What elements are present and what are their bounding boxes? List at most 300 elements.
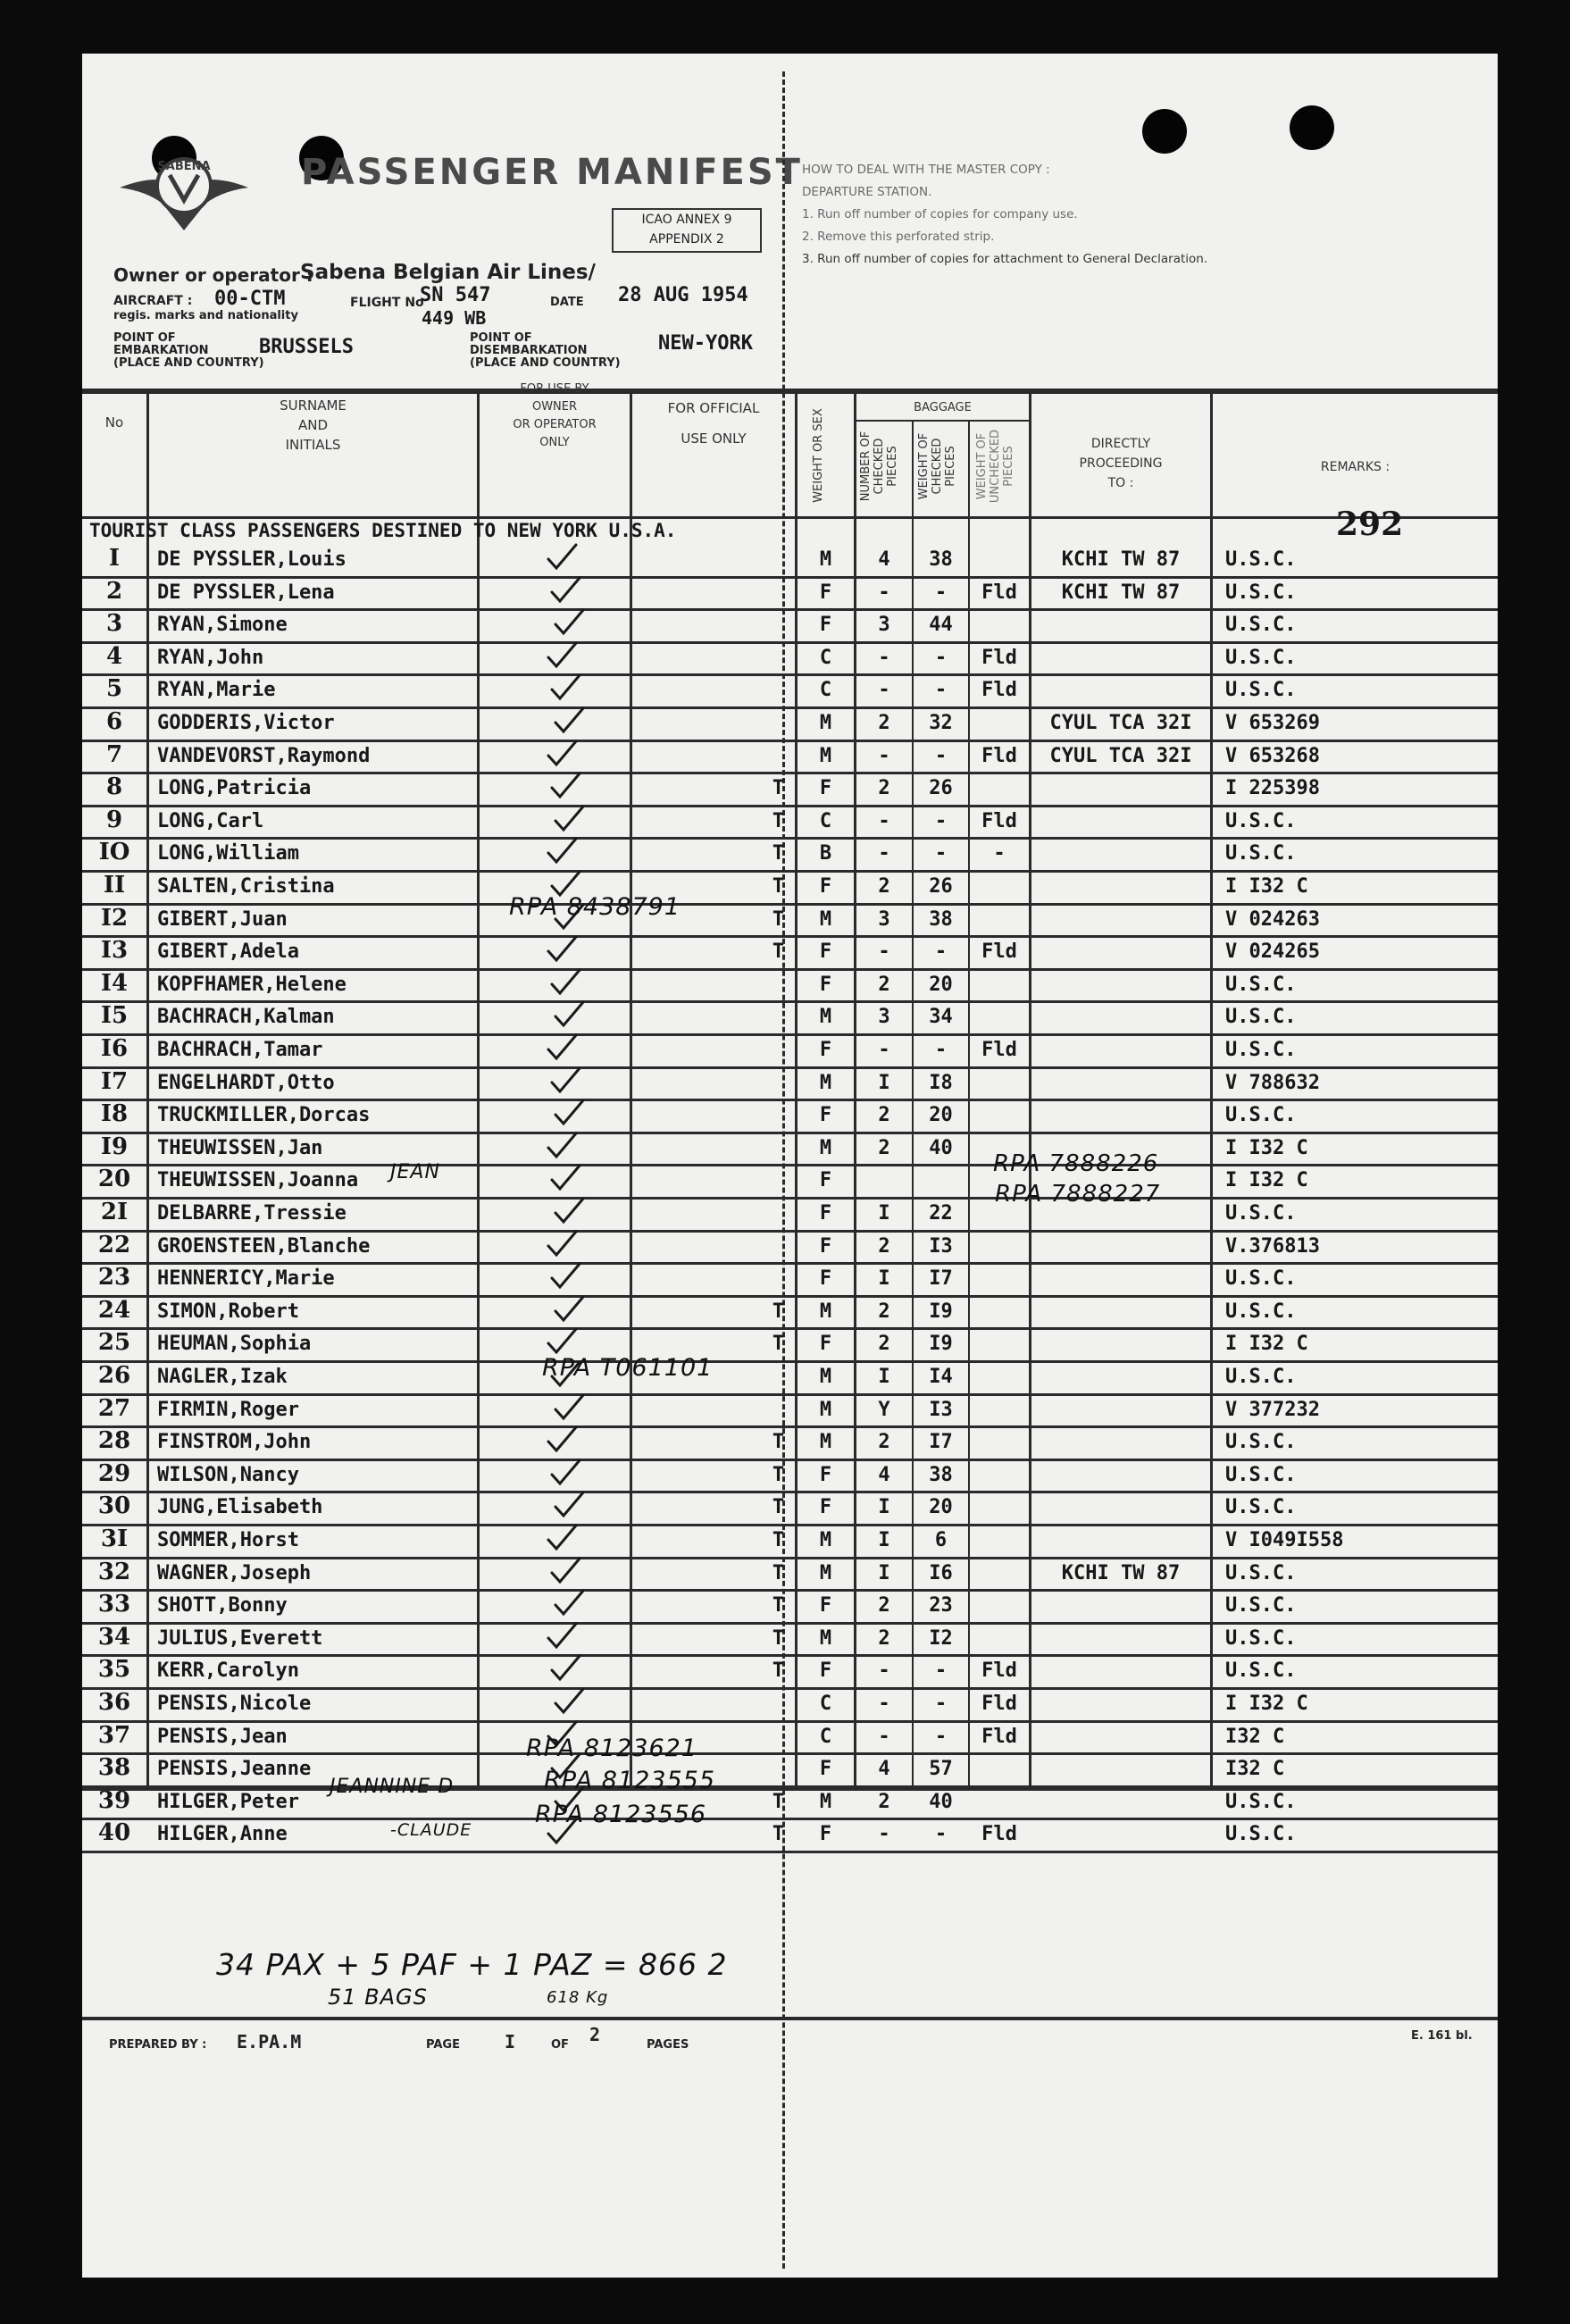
weight-or-sex: M (819, 744, 832, 767)
weight-or-sex: M (819, 1366, 832, 1388)
official-mark: T (772, 1463, 785, 1486)
row-number: 23 (97, 1264, 131, 1292)
instructions (802, 159, 1481, 271)
checked-weight: 40 (929, 1136, 953, 1159)
checked-pieces: Y (878, 1398, 890, 1421)
pages-label: PAGES (647, 2038, 689, 2052)
unchecked-weight: Fld (981, 1725, 1017, 1748)
remarks-value: U.S.C. (1225, 1039, 1297, 1061)
checked-pieces: I (878, 1366, 890, 1388)
checked-pieces: I (878, 1267, 890, 1291)
check-mark (554, 1400, 584, 1420)
passenger-name: TRUCKMILLER,Dorcas (157, 1104, 371, 1127)
checked-pieces: 2 (878, 1136, 890, 1159)
weight-or-sex: F (819, 581, 832, 604)
row-rule (82, 1557, 1498, 1559)
check-mark (547, 844, 577, 864)
weight-or-sex: F (819, 1758, 832, 1781)
checked-pieces: 2 (878, 1333, 890, 1356)
row-number: 2I (100, 1199, 129, 1225)
checked-pieces: 2 (878, 1431, 890, 1454)
row-rule (82, 1393, 1498, 1396)
checked-weight: - (934, 1659, 948, 1683)
row-number: 38 (97, 1754, 131, 1782)
passenger-name: DE PYSSLER,Louis (157, 548, 347, 571)
handwritten-total: 34 PAX + 5 PAF + 1 PAZ = 866 2 (216, 1947, 728, 1982)
row-rule (82, 1197, 1498, 1200)
col-divider (968, 420, 970, 1788)
checked-pieces: 4 (878, 1463, 890, 1486)
section-title: TOURIST CLASS PASSENGERS DESTINED TO NEW YORK U.S.A. (89, 520, 677, 541)
checked-pieces: 3 (878, 1006, 890, 1029)
checked-weight: I8 (929, 1071, 953, 1094)
official-mark: T (772, 1300, 785, 1323)
row-number: 37 (97, 1721, 131, 1749)
weight-or-sex: F (819, 1104, 832, 1127)
checked-weight: 40 (929, 1790, 953, 1813)
col-header-line: NUMBER OF (859, 431, 873, 502)
footer-rule (82, 2017, 1498, 2020)
row-number: I9 (100, 1133, 129, 1160)
passenger-name: NAGLER,Izak (157, 1366, 288, 1388)
embark-label: EMBARKATION (113, 344, 209, 357)
remarks-value: U.S.C. (1225, 1300, 1297, 1323)
passenger-name: SIMON,Robert (157, 1300, 299, 1323)
col-header-line: FOR USE BY (520, 382, 589, 396)
passenger-name: DELBARRE,Tressie (157, 1202, 347, 1225)
row-number: 25 (97, 1329, 131, 1357)
prepared-value: E.PA.M (237, 2031, 302, 2052)
row-number: 29 (97, 1459, 131, 1487)
owner-value: Sabena Belgian Air Lines/ (300, 261, 596, 284)
checked-weight: 26 (929, 875, 953, 898)
owner-label: Owner or operator : (113, 264, 313, 286)
checked-weight: 34 (929, 1006, 953, 1029)
row-rule (82, 1099, 1498, 1101)
checked-weight: I3 (929, 1234, 953, 1258)
checked-pieces: - (878, 842, 890, 865)
remarks-value: U.S.C. (1225, 973, 1297, 996)
proceeding-to: KCHI TW 87 (1061, 1561, 1181, 1584)
passenger-name: BACHRACH,Kalman (157, 1006, 335, 1029)
weight-or-sex: F (819, 777, 832, 800)
handwritten-ref: RPA 8123555 (544, 1767, 715, 1794)
col-header-line: TO : (1107, 476, 1134, 490)
checked-weight: 32 (929, 712, 953, 734)
col-header-line: UNCHECKED (989, 429, 1002, 504)
row-number: 22 (97, 1231, 131, 1258)
passenger-name: PENSIS,Jean (157, 1725, 288, 1748)
check-mark (550, 779, 580, 798)
date-label: DATE (550, 296, 584, 309)
unchecked-weight: Fld (981, 940, 1017, 964)
remarks-value: U.S.C. (1225, 548, 1297, 571)
checked-pieces: 2 (878, 973, 890, 996)
punch-hole (1290, 105, 1334, 150)
row-number: 6 (105, 708, 123, 735)
row-rule (82, 1818, 1498, 1820)
row-number: 40 (97, 1819, 131, 1847)
weight-or-sex: F (819, 1202, 832, 1225)
weight-or-sex: M (819, 1790, 832, 1813)
remarks-value: U.S.C. (1225, 1790, 1297, 1813)
row-rule (82, 1459, 1498, 1461)
row-rule (82, 837, 1498, 840)
checked-weight: 20 (929, 973, 953, 996)
checked-weight: - (934, 809, 948, 832)
remarks-value: V.376813 (1225, 1234, 1320, 1258)
check-mark (550, 1564, 580, 1584)
row-number: I7 (100, 1067, 129, 1095)
row-number: 32 (97, 1558, 131, 1585)
flight-label: FLIGHT No (350, 296, 424, 310)
remarks-value: V 788632 (1225, 1071, 1320, 1094)
remarks-value: U.S.C. (1225, 809, 1297, 832)
checked-weight: - (934, 1725, 948, 1748)
proceeding-to: KCHI TW 87 (1061, 548, 1181, 571)
remarks-value: V 653269 (1225, 712, 1320, 734)
passenger-name: RYAN,John (157, 646, 264, 669)
passenger-name: THEUWISSEN,Joanna (157, 1169, 359, 1192)
header-bottom-rule (82, 516, 1498, 519)
passenger-name: BACHRACH,Tamar (157, 1039, 323, 1061)
date-value: 28 AUG 1954 (618, 284, 748, 306)
col-header-line: CHECKED (931, 438, 944, 495)
weight-or-sex: M (819, 1136, 832, 1159)
remarks-value: I32 C (1225, 1725, 1285, 1748)
checked-pieces: 2 (878, 1626, 890, 1650)
weight-or-sex: F (819, 875, 832, 898)
row-rule (82, 1425, 1498, 1428)
row-number: I3 (100, 937, 129, 965)
check-mark (554, 1106, 584, 1125)
remarks-value: U.S.C. (1225, 679, 1297, 702)
checked-weight: - (934, 1039, 948, 1061)
checked-pieces: 2 (878, 777, 890, 800)
row-rule (82, 1491, 1498, 1493)
checked-pieces: I (878, 1561, 890, 1584)
col-baggage: BAGGAGE (914, 401, 972, 414)
row-number: I (108, 545, 121, 572)
instruction-step: 2. Remove this perforated strip. (802, 230, 995, 244)
col-header-line: WEIGHT OF (975, 432, 989, 500)
unchecked-weight: Fld (981, 679, 1017, 702)
disembark-label: DISEMBARKATION (470, 344, 588, 357)
checked-pieces: - (878, 581, 890, 604)
col-directly (1031, 434, 1210, 493)
checked-weight: - (934, 646, 948, 669)
handwritten-name: JEANNINE D (330, 1776, 455, 1798)
col-header-line: OWNER (531, 400, 578, 414)
checked-weight: 26 (929, 777, 953, 800)
passenger-name: JULIUS,Everett (157, 1626, 323, 1650)
col-header-line: PIECES (1002, 446, 1015, 487)
row-number: I2 (100, 904, 129, 932)
checked-weight: I4 (929, 1366, 953, 1388)
weight-or-sex: F (819, 1333, 832, 1356)
checked-pieces: 2 (878, 1234, 890, 1258)
instruction-step: 3. Run off number of copies for attachment to General Declaration. (802, 252, 1208, 266)
checked-weight: 44 (929, 614, 953, 637)
remarks-value: U.S.C. (1225, 1496, 1297, 1519)
col-header-line: CHECKED (873, 438, 886, 495)
check-mark (554, 812, 584, 832)
of-value: 2 (589, 2024, 601, 2045)
checked-weight: I6 (929, 1561, 953, 1584)
col-weight-checked (917, 422, 957, 511)
checked-weight: 38 (929, 548, 953, 571)
checked-weight: I9 (929, 1300, 953, 1323)
row-rule (82, 1295, 1498, 1298)
weight-or-sex: F (819, 1823, 832, 1846)
weight-or-sex: F (819, 1267, 832, 1291)
passenger-name: FIRMIN,Roger (157, 1398, 299, 1421)
col-owner-use (480, 380, 630, 452)
checked-pieces: 2 (878, 875, 890, 898)
row-number: 3 (105, 610, 123, 638)
row-number: I5 (100, 1002, 129, 1030)
passenger-name: WILSON,Nancy (157, 1463, 299, 1486)
row-rule (82, 1033, 1498, 1036)
handwritten-name: -CLAUDE (390, 1820, 472, 1840)
remarks-value: I 225398 (1225, 777, 1320, 800)
row-number: 4 (105, 642, 123, 670)
checked-pieces: 2 (878, 1300, 890, 1323)
official-mark: T (772, 1496, 785, 1519)
checked-pieces: - (878, 809, 890, 832)
passenger-name: SALTEN,Cristina (157, 875, 335, 898)
row-number: 7 (105, 740, 123, 768)
icao-line: APPENDIX 2 (649, 232, 724, 247)
checked-pieces: 3 (878, 907, 890, 931)
form-code: E. 161 bl. (1411, 2029, 1473, 2043)
check-mark (547, 1237, 577, 1257)
checked-weight: 6 (934, 1529, 948, 1551)
remarks-value: U.S.C. (1225, 842, 1297, 865)
of-label: OF (551, 2038, 569, 2052)
row-number: II (103, 872, 126, 899)
checked-pieces: - (878, 1659, 890, 1683)
official-mark: T (772, 1659, 785, 1683)
check-mark (547, 1433, 577, 1452)
check-mark (554, 714, 584, 733)
embark-label: (PLACE AND COUNTRY) (113, 356, 264, 370)
passenger-name: KOPFHAMER,Helene (157, 973, 347, 996)
passenger-name: GIBERT,Juan (157, 907, 288, 931)
row-number: 30 (97, 1492, 131, 1520)
checked-pieces: 2 (878, 1594, 890, 1618)
col-surname (149, 396, 477, 455)
checked-weight: - (934, 940, 948, 964)
handwritten-ref: RPA 7888226 (993, 1150, 1159, 1177)
checked-weight: 23 (929, 1594, 953, 1618)
handwritten-ref: RPA 8438791 (509, 893, 681, 921)
col-header-line: WEIGHT OF (917, 432, 931, 500)
checked-pieces: 2 (878, 712, 890, 734)
remarks-value: V 024263 (1225, 907, 1320, 931)
page-value: I (505, 2031, 516, 2052)
weight-or-sex: M (819, 1561, 832, 1584)
weight-or-sex: C (819, 1725, 832, 1748)
official-mark: T (772, 842, 785, 865)
remarks-value: I I32 C (1225, 1693, 1308, 1715)
weight-or-sex: M (819, 1529, 832, 1551)
official-mark: T (772, 1823, 785, 1846)
row-rule (82, 1000, 1498, 1003)
check-mark (554, 1596, 584, 1616)
row-rule (82, 1132, 1498, 1134)
weight-or-sex: F (819, 1594, 832, 1618)
row-number: 5 (105, 675, 123, 703)
remarks-value: I I32 C (1225, 1136, 1308, 1159)
checked-pieces: I (878, 1496, 890, 1519)
row-rule (82, 1262, 1498, 1265)
check-mark (550, 583, 580, 603)
row-rule (82, 1360, 1498, 1363)
col-divider (1210, 393, 1213, 1788)
row-number: 33 (97, 1591, 131, 1618)
row-rule (82, 772, 1498, 774)
unchecked-weight: Fld (981, 581, 1017, 604)
row-number: 27 (97, 1394, 131, 1422)
unchecked-weight: Fld (981, 744, 1017, 767)
col-header-line: INITIALS (285, 437, 341, 453)
icao-line: ICAO ANNEX 9 (641, 213, 732, 227)
weight-or-sex: F (819, 940, 832, 964)
checked-weight: - (934, 744, 948, 767)
check-mark (547, 1139, 577, 1158)
instruction-step: 1. Run off number of copies for company use. (802, 207, 1078, 222)
passenger-name: PENSIS,Jeanne (157, 1758, 312, 1781)
col-header-line: ONLY (539, 436, 570, 449)
weight-or-sex: C (819, 646, 832, 669)
weight-or-sex: F (819, 1659, 832, 1683)
passenger-name: SHOTT,Bonny (157, 1594, 288, 1618)
disembark-label: POINT OF (470, 331, 532, 345)
col-official (632, 393, 795, 454)
unchecked-weight: Fld (981, 646, 1017, 669)
check-mark (554, 1007, 584, 1027)
handwritten-bags: 51 BAGS (328, 1985, 428, 2010)
col-header-line: FOR OFFICIAL (667, 400, 760, 416)
check-mark (550, 1074, 580, 1093)
checked-pieces: - (878, 744, 890, 767)
handwritten-ref: RPA 7888227 (995, 1181, 1161, 1208)
row-number: 3I (100, 1526, 129, 1552)
weight-or-sex: C (819, 679, 832, 702)
prepared-label: PREPARED BY : (109, 2038, 207, 2052)
checked-weight: 22 (929, 1202, 953, 1225)
unchecked-weight: Fld (981, 1823, 1017, 1846)
passenger-name: FINSTROM,John (157, 1431, 312, 1454)
remarks-value: V 024265 (1225, 940, 1320, 964)
row-rule (82, 805, 1498, 807)
row-number: 28 (97, 1427, 131, 1455)
checked-weight: - (934, 1823, 948, 1846)
unchecked-weight: Fld (981, 1659, 1017, 1683)
proceeding-to: CYUL TCA 32I (1049, 712, 1192, 734)
col-header-line: DIRECTLY (1090, 437, 1151, 451)
row-number: 8 (105, 773, 123, 801)
passenger-name: HEUMAN,Sophia (157, 1333, 312, 1356)
checked-weight: 20 (929, 1104, 953, 1127)
col-header-line: OR OPERATOR (513, 418, 597, 431)
col-header-line: SURNAME (280, 397, 347, 414)
weight-or-sex: M (819, 1071, 832, 1094)
handwritten-ref: RPA 8123556 (535, 1801, 706, 1828)
remarks-value: U.S.C. (1225, 1463, 1297, 1486)
weight-or-sex: M (819, 1300, 832, 1323)
official-mark: T (772, 1626, 785, 1650)
checked-pieces: 3 (878, 614, 890, 637)
checked-weight: I7 (929, 1431, 953, 1454)
weight-or-sex: F (819, 1463, 832, 1486)
col-header-line: USE ONLY (681, 431, 747, 447)
row-number: 39 (97, 1786, 131, 1814)
flight-value: SN 547 (420, 284, 491, 306)
check-mark (547, 747, 577, 766)
remarks-value: V 377232 (1225, 1398, 1320, 1421)
col-weight-unchecked (975, 422, 1015, 511)
unchecked-weight: - (993, 842, 1006, 865)
checked-weight: I2 (929, 1626, 953, 1650)
row-number: I6 (100, 1035, 129, 1062)
check-mark (554, 1498, 584, 1517)
row-rule (82, 1622, 1498, 1625)
disembark-label: (PLACE AND COUNTRY) (470, 356, 621, 370)
check-mark (547, 1041, 577, 1060)
remarks-value: U.S.C. (1225, 614, 1297, 637)
checked-pieces: - (878, 1725, 890, 1748)
row-rule (82, 1720, 1498, 1723)
weight-or-sex: M (819, 1006, 832, 1029)
weight-or-sex: M (819, 1398, 832, 1421)
check-mark (550, 1269, 580, 1289)
passenger-name: GROENSTEEN,Blanche (157, 1234, 371, 1258)
checked-weight: 20 (929, 1496, 953, 1519)
check-mark (550, 1661, 580, 1681)
row-rule (82, 706, 1498, 709)
row-number: I4 (100, 969, 129, 997)
row-rule (82, 968, 1498, 971)
passenger-name: GIBERT,Adela (157, 940, 299, 964)
checked-pieces: 2 (878, 1104, 890, 1127)
weight-or-sex: F (819, 1039, 832, 1061)
passenger-name: ENGELHARDT,Otto (157, 1071, 335, 1094)
passenger-name: GODDERIS,Victor (157, 712, 335, 734)
handwritten-kg: 618 Kg (547, 1988, 609, 2007)
row-number: 24 (97, 1296, 131, 1324)
col-no: No (104, 414, 124, 431)
official-mark: T (772, 907, 785, 931)
handwritten-name: JEAN (390, 1161, 440, 1183)
remarks-value: U.S.C. (1225, 1202, 1297, 1225)
checked-weight: 38 (929, 907, 953, 931)
remarks-value: U.S.C. (1225, 1267, 1297, 1291)
row-rule (82, 870, 1498, 873)
col-divider (630, 393, 632, 1788)
weight-or-sex: M (819, 712, 832, 734)
weight-or-sex: B (819, 842, 832, 865)
passenger-name: DE PYSSLER,Lena (157, 581, 335, 604)
row-number: 9 (105, 806, 123, 833)
weight-or-sex: M (819, 1431, 832, 1454)
remarks-value: I I32 C (1225, 875, 1308, 898)
checked-weight: - (934, 842, 948, 865)
row-number: 26 (97, 1362, 131, 1389)
check-mark (554, 1204, 584, 1224)
passenger-name: LONG,William (157, 842, 299, 865)
